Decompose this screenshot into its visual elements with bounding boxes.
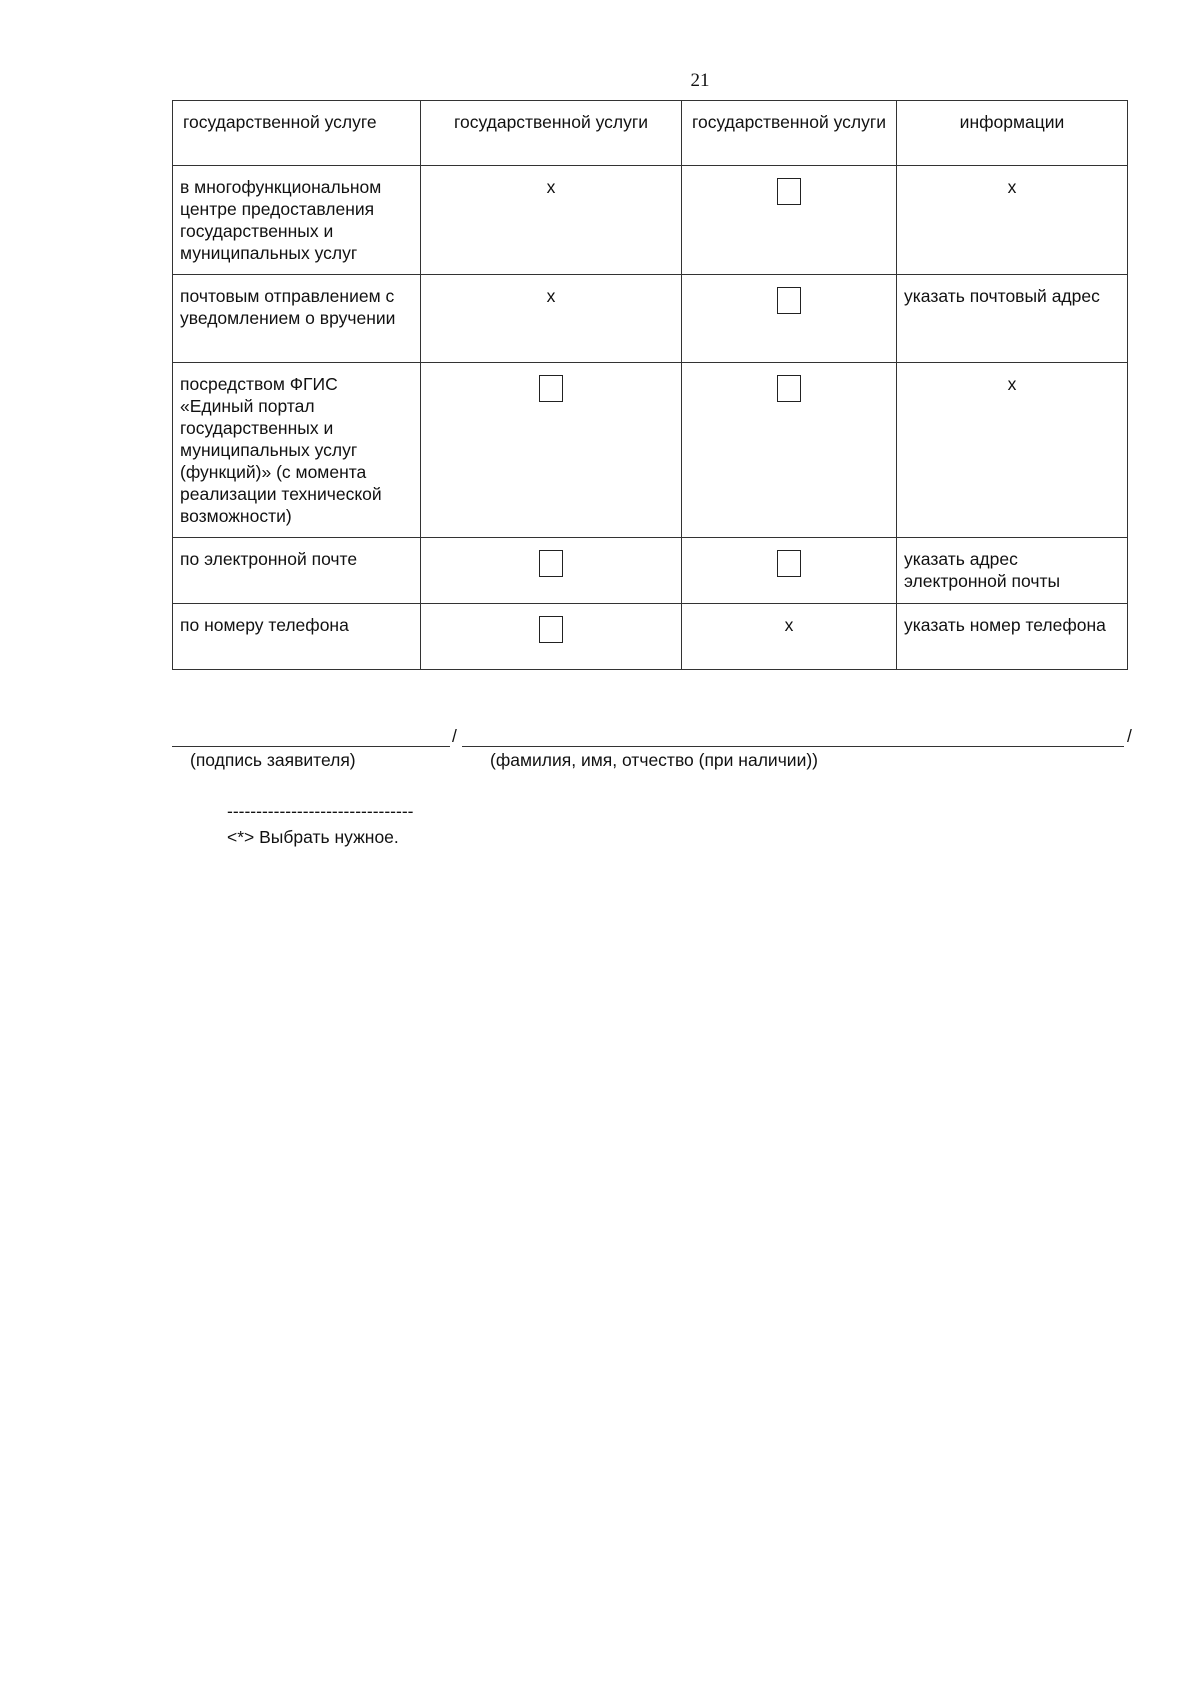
method-cell: посредством ФГИС «Единый портал государственных и муниципальных услуг (функций)» (с момента реализации технической возможности) xyxy=(173,363,421,538)
footnote-rule: -------------------------------- xyxy=(227,801,414,821)
checkbox[interactable] xyxy=(777,375,801,402)
checkbox[interactable] xyxy=(777,550,801,577)
checkbox[interactable] xyxy=(539,550,563,577)
method-cell: в многофункциональном центре предоставления государственных и муниципальных услуг xyxy=(173,166,421,275)
signature-line[interactable] xyxy=(172,746,450,747)
checkbox-cell xyxy=(682,166,897,275)
not-applicable-mark: x xyxy=(546,177,556,197)
delivery-method-table xyxy=(172,100,1128,670)
not-applicable-cell xyxy=(897,363,1128,538)
checkbox-cell xyxy=(421,538,682,604)
checkbox-cell xyxy=(682,275,897,363)
not-applicable-cell xyxy=(421,166,682,275)
method-cell: почтовым отправлением с уведомлением о вручении xyxy=(173,275,421,363)
footnote-text: <*> Выбрать нужное. xyxy=(227,827,399,847)
checkbox-cell xyxy=(421,604,682,670)
signature-caption: (подпись заявителя) xyxy=(190,750,356,770)
not-applicable-mark: x xyxy=(1007,177,1017,197)
footnote xyxy=(227,798,413,850)
signature-block xyxy=(172,718,1132,778)
header-cell-col4: информации xyxy=(897,101,1128,166)
table-row xyxy=(173,363,1128,538)
not-applicable-mark: x xyxy=(546,286,556,306)
checkbox[interactable] xyxy=(539,616,563,643)
full-name-line[interactable] xyxy=(462,746,1124,747)
not-applicable-mark: x xyxy=(784,615,794,635)
header-cell-method: государственной услуге xyxy=(173,101,421,166)
table-row xyxy=(173,166,1128,275)
method-cell: по электронной почте xyxy=(173,538,421,604)
signature-separator-end: / xyxy=(1127,726,1132,746)
instruction-cell: указать адрес электронной почты xyxy=(897,538,1128,604)
checkbox[interactable] xyxy=(777,178,801,205)
page-number: 21 xyxy=(690,70,710,91)
not-applicable-mark: x xyxy=(1007,374,1017,394)
checkbox[interactable] xyxy=(777,287,801,314)
header-cell-col2: государственной услуги xyxy=(421,101,682,166)
signature-separator: / xyxy=(452,726,457,746)
table-row xyxy=(173,538,1128,604)
table-row xyxy=(173,604,1128,670)
instruction-cell: указать почтовый адрес xyxy=(897,275,1128,363)
not-applicable-cell xyxy=(897,166,1128,275)
checkbox-cell xyxy=(421,363,682,538)
method-cell: по номеру телефона xyxy=(173,604,421,670)
full-name-caption: (фамилия, имя, отчество (при наличии)) xyxy=(490,750,819,770)
checkbox-cell xyxy=(682,363,897,538)
table-row xyxy=(173,275,1128,363)
not-applicable-cell xyxy=(682,604,897,670)
checkbox-cell xyxy=(682,538,897,604)
header-cell-col3: государственной услуги xyxy=(682,101,897,166)
instruction-cell: указать номер телефона xyxy=(897,604,1128,670)
table-header-row xyxy=(173,101,1128,166)
not-applicable-cell xyxy=(421,275,682,363)
checkbox[interactable] xyxy=(539,375,563,402)
